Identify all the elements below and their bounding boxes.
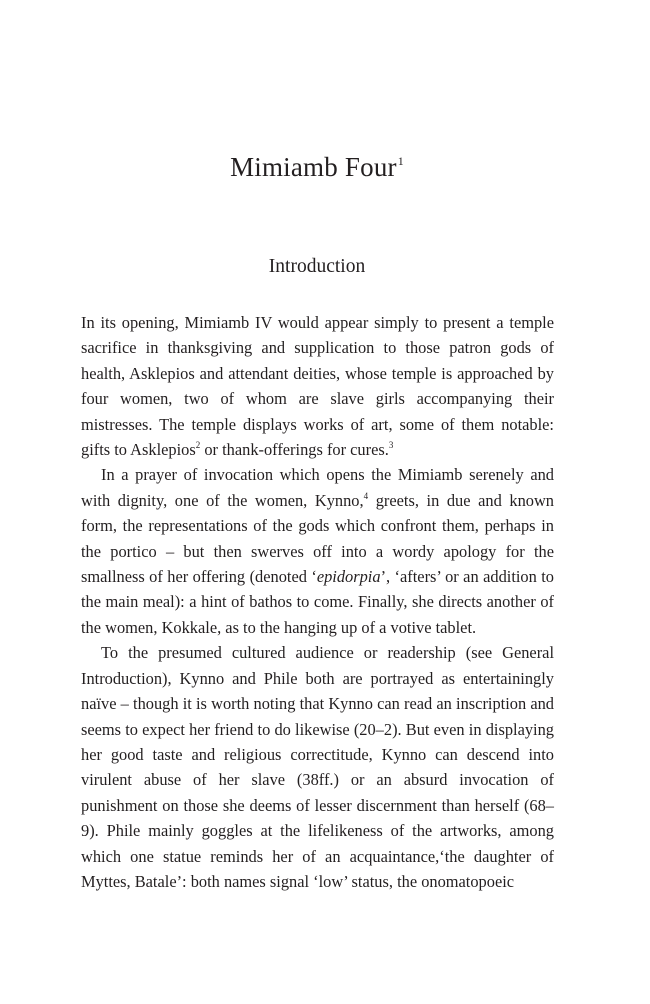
text-run: To the presumed cultured audience or readership (see General Introduction), Kynno and Phile both are portrayed as entertainingly naïve – though it is worth noting that Kynno can read an inscription and seems to expect her friend to do likewise (20–2). But even in displaying her good taste and religious correctitude, Kynno can descend into virulent abuse of her slave (38ff.) or an absurd invocation of punishment on those she deems of lesser discernment than herself (68–9). Phile mainly goggles at the lifelikeness of the artworks, among which one statue reminds her of an acquaintance,‘the daughter of Myttes, Batale’: both names signal ‘low’ status, the onomatopoeic [81, 643, 554, 891]
paragraph [81, 462, 554, 640]
paragraph [81, 310, 554, 462]
footnote-marker: 4 [363, 490, 369, 501]
chapter-title-text: Mimiamb Four [230, 152, 397, 182]
section-heading: Introduction [268, 256, 366, 277]
text-run: or thank-offerings for cures. [200, 440, 389, 460]
text-run: ’, ‘afters’ or an addition to the main meal): a hint of bathos to come. Finally, she directs another of the women, Kokkale, as to the hanging up of a votive tablet. [81, 567, 554, 637]
title-footnote-marker: 1 [397, 154, 404, 168]
paragraph [81, 640, 554, 894]
body-text [81, 310, 554, 894]
text-run: In its opening, Mimiamb IV would appear simply to present a temple sacrifice in thanksgiving and supplication to those patron gods of health, Asklepios and attendant deities, whose temple is approached by four women, two of whom are slave girls accompanying their mistresses. The temple displays works of art, some of them notable: gifts to Asklepios [81, 313, 554, 460]
italic-term: epidorpia [316, 567, 381, 587]
text-run: greets, in due and known form, the representations of the gods which confront them, perhaps in the portico – but then swerves off into a wordy apology for the smallness of her offering (denoted ‘ [81, 490, 554, 587]
chapter-title [0, 152, 634, 183]
text-run: In a prayer of invocation which opens the Mimiamb serenely and with dignity, one of the women, Kynno, [81, 465, 554, 510]
footnote-marker: 2 [195, 440, 201, 451]
footnote-marker: 3 [388, 440, 394, 451]
